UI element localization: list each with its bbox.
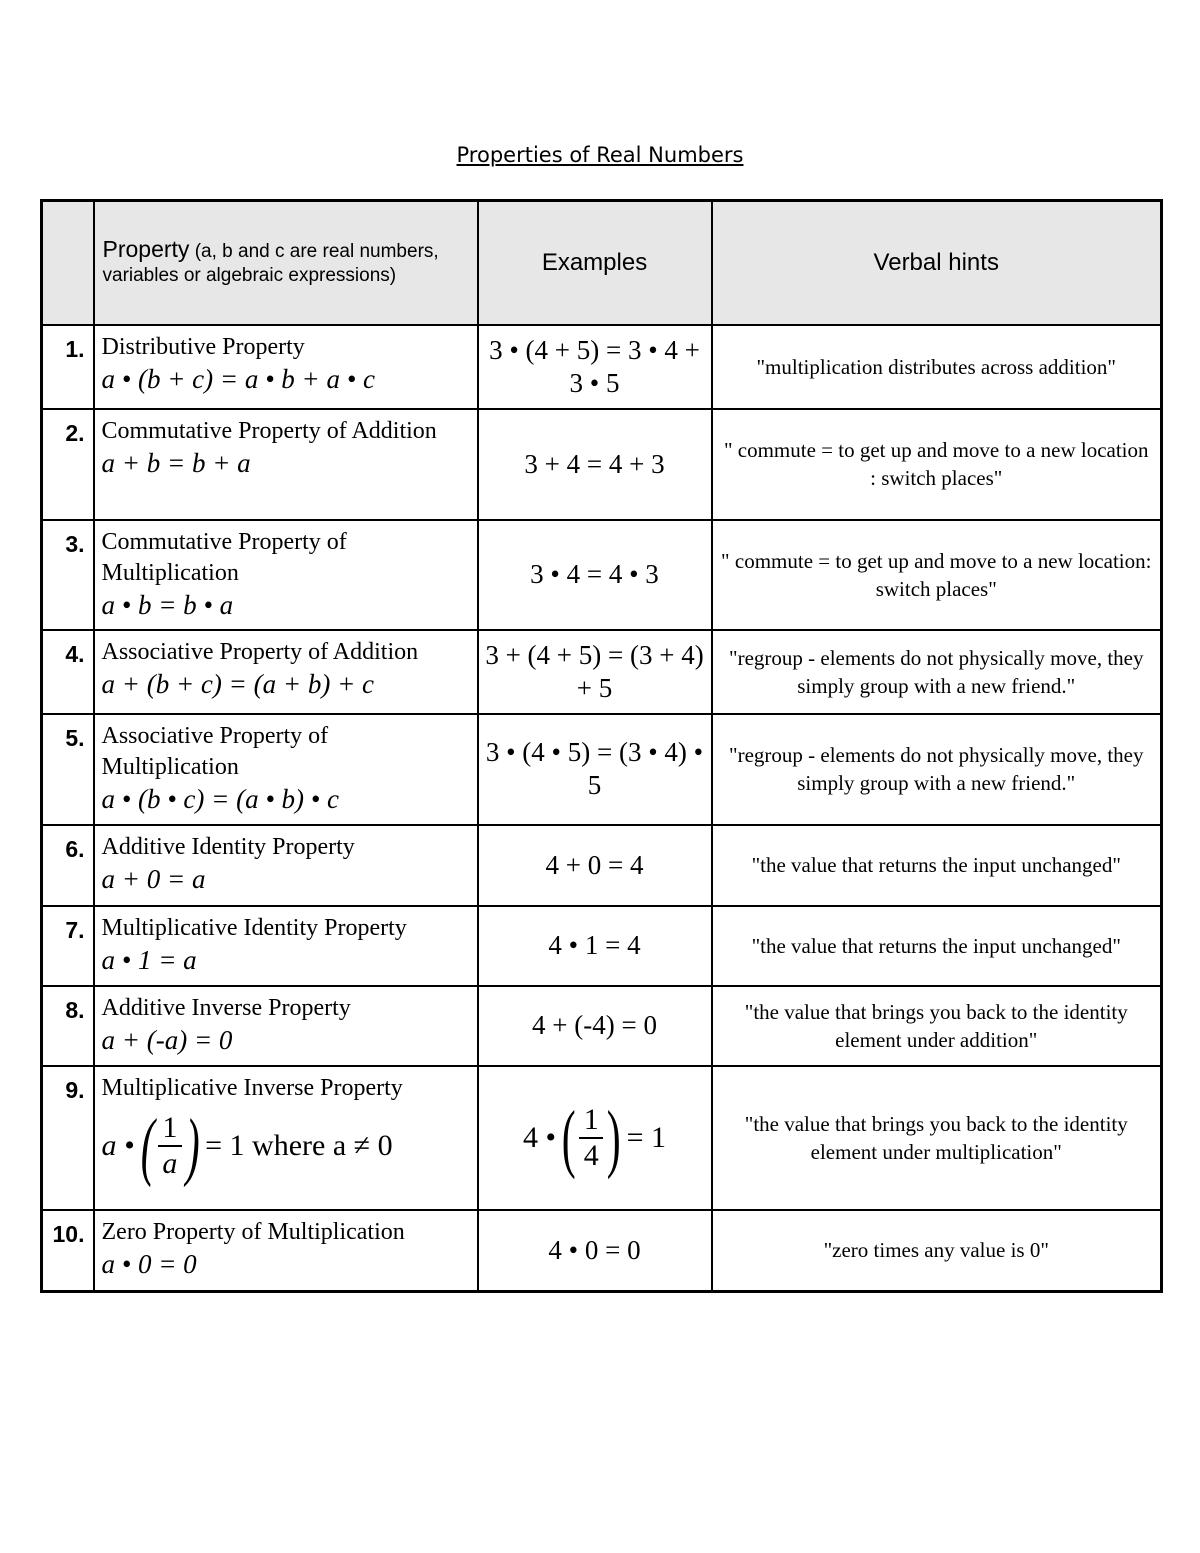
row-number: 9. bbox=[42, 1066, 94, 1210]
hint-cell: "the value that returns the input unchanged" bbox=[712, 825, 1162, 906]
table-row bbox=[42, 1066, 1162, 1210]
table-header-row bbox=[42, 201, 1162, 325]
property-cell bbox=[94, 906, 478, 986]
hint-cell: "regroup - elements do not physically move, they simply group with a new friend." bbox=[712, 630, 1162, 714]
row-number: 3. bbox=[42, 520, 94, 630]
example-cell: 3 + 4 = 4 + 3 bbox=[478, 409, 712, 520]
example-cell: 4 • 1 = 4 bbox=[478, 906, 712, 986]
property-cell bbox=[94, 325, 478, 409]
property-cell bbox=[94, 714, 478, 825]
fraction-numerator: 1 bbox=[162, 1110, 178, 1144]
table-row bbox=[42, 825, 1162, 906]
example-formula bbox=[522, 1095, 667, 1180]
row-number: 10. bbox=[42, 1210, 94, 1292]
formula-lead: a • bbox=[101, 1128, 135, 1162]
property-formula: a • (b • c) = (a • b) • c bbox=[101, 783, 339, 814]
property-cell bbox=[94, 825, 478, 906]
properties-table bbox=[40, 199, 1163, 1293]
property-formula bbox=[101, 1103, 393, 1188]
example-tail: = 1 bbox=[626, 1121, 667, 1154]
example-lead: 4 • bbox=[522, 1121, 556, 1154]
example-cell: 4 + (-4) = 0 bbox=[478, 986, 712, 1066]
fraction bbox=[579, 1103, 603, 1173]
hint-cell: "multiplication distributes across addition" bbox=[712, 325, 1162, 409]
property-cell bbox=[94, 1066, 478, 1210]
hint-cell: "the value that brings you back to the identity element under addition" bbox=[712, 986, 1162, 1066]
property-formula: a + 0 = a bbox=[101, 863, 206, 894]
example-cell: 3 • 4 = 4 • 3 bbox=[478, 520, 712, 630]
table-row bbox=[42, 409, 1162, 520]
row-number: 2. bbox=[42, 409, 94, 520]
example-cell: 4 + 0 = 4 bbox=[478, 825, 712, 906]
property-cell bbox=[94, 986, 478, 1066]
property-name: Associative Property of Addition bbox=[101, 638, 419, 665]
hint-cell: "the value that brings you back to the identity element under multiplication" bbox=[712, 1066, 1162, 1210]
example-cell: 4 • 0 = 0 bbox=[478, 1210, 712, 1292]
property-name: Commutative Property of Addition bbox=[101, 417, 437, 444]
fraction bbox=[158, 1111, 182, 1181]
header-number-cell bbox=[42, 201, 94, 325]
row-number: 6. bbox=[42, 825, 94, 906]
example-cell: 3 • (4 + 5) = 3 • 4 + 3 • 5 bbox=[478, 325, 712, 409]
header-property-note: (a, b and c are real numbers, variables or algebraic expressions) bbox=[102, 241, 439, 287]
property-name: Associative Property of Multiplication bbox=[101, 722, 329, 780]
property-formula: a • (b + c) = a • b + a • c bbox=[101, 363, 375, 394]
fraction-numerator: 1 bbox=[583, 1102, 599, 1136]
property-name: Additive Identity Property bbox=[101, 833, 355, 860]
table-row bbox=[42, 986, 1162, 1066]
property-cell bbox=[94, 520, 478, 630]
table-row bbox=[42, 325, 1162, 409]
row-number: 4. bbox=[42, 630, 94, 714]
property-cell bbox=[94, 1210, 478, 1292]
table-row bbox=[42, 520, 1162, 630]
row-number: 7. bbox=[42, 906, 94, 986]
property-formula: a + (-a) = 0 bbox=[101, 1024, 233, 1055]
property-name: Distributive Property bbox=[101, 333, 305, 360]
header-examples: Examples bbox=[478, 201, 712, 325]
row-number: 1. bbox=[42, 325, 94, 409]
property-name: Zero Property of Multiplication bbox=[101, 1218, 405, 1245]
table-row bbox=[42, 630, 1162, 714]
example-cell: 3 + (4 + 5) = (3 + 4) + 5 bbox=[478, 630, 712, 714]
property-formula: a • 0 = 0 bbox=[101, 1248, 197, 1279]
right-paren-icon: ) bbox=[185, 1103, 200, 1188]
property-name: Multiplicative Inverse Property bbox=[101, 1074, 403, 1101]
fraction-denominator: 4 bbox=[583, 1138, 599, 1172]
page-title: Properties of Real Numbers bbox=[456, 143, 744, 167]
fraction-denominator: a bbox=[162, 1146, 178, 1180]
row-number: 8. bbox=[42, 986, 94, 1066]
property-formula: a + (b + c) = (a + b) + c bbox=[101, 668, 375, 699]
property-name: Commutative Property of Multiplication bbox=[101, 528, 347, 586]
hint-cell: " commute = to get up and move to a new location : switch places" bbox=[712, 409, 1162, 520]
property-formula: a • b = b • a bbox=[101, 589, 234, 620]
row-number: 5. bbox=[42, 714, 94, 825]
left-paren-icon: ( bbox=[140, 1103, 155, 1188]
property-cell bbox=[94, 630, 478, 714]
hint-cell: "regroup - elements do not physically move, they simply group with a new friend." bbox=[712, 714, 1162, 825]
hint-cell: " commute = to get up and move to a new location: switch places" bbox=[712, 520, 1162, 630]
left-paren-icon: ( bbox=[561, 1095, 576, 1180]
hint-cell: "zero times any value is 0" bbox=[712, 1210, 1162, 1292]
property-cell bbox=[94, 409, 478, 520]
header-property-label: Property bbox=[102, 236, 190, 263]
hint-cell: "the value that returns the input unchanged" bbox=[712, 906, 1162, 986]
property-name: Additive Inverse Property bbox=[101, 994, 351, 1021]
header-verbal-hints: Verbal hints bbox=[712, 201, 1162, 325]
header-property-cell bbox=[94, 201, 478, 325]
property-formula: a + b = b + a bbox=[101, 447, 251, 478]
table-row bbox=[42, 1210, 1162, 1292]
formula-tail: = 1 where a ≠ 0 bbox=[205, 1128, 393, 1162]
property-formula: a • 1 = a bbox=[101, 944, 197, 975]
right-paren-icon: ) bbox=[606, 1095, 621, 1180]
example-cell: 3 • (4 • 5) = (3 • 4) • 5 bbox=[478, 714, 712, 825]
property-name: Multiplicative Identity Property bbox=[101, 914, 407, 941]
table-row bbox=[42, 906, 1162, 986]
example-cell bbox=[478, 1066, 712, 1210]
table-row bbox=[42, 714, 1162, 825]
